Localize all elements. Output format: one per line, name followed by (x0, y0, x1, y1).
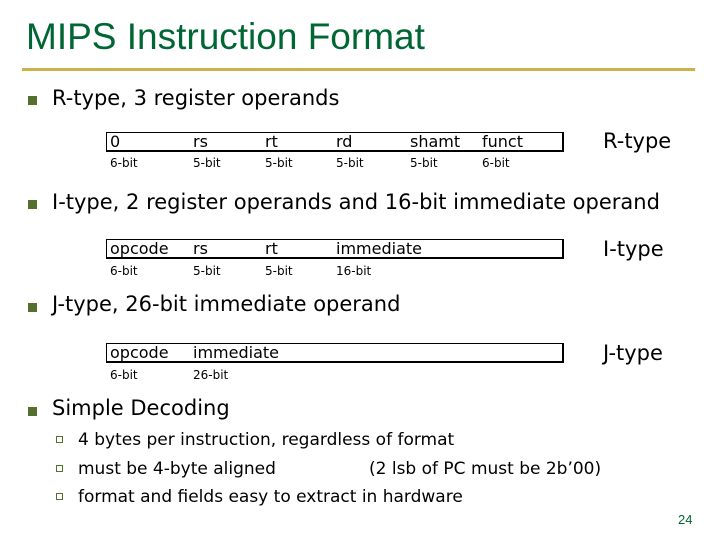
title-rule (22, 68, 695, 71)
bullet-text: Simple Decoding (52, 396, 230, 420)
field-name: shamt (410, 132, 461, 151)
field-bits: 5-bit (336, 156, 364, 170)
field-name: rt (265, 239, 278, 258)
field-name: 0 (110, 132, 121, 151)
field-bits: 16-bit (336, 264, 372, 278)
field-name: rd (336, 132, 353, 151)
bullet-marker (28, 96, 37, 105)
field-name: immediate (336, 239, 422, 258)
sub-bullet-text: must be 4-byte aligned (78, 459, 276, 479)
field-name: rs (193, 132, 208, 151)
field-name: immediate (193, 343, 279, 362)
field-bits: 5-bit (265, 156, 293, 170)
sub-bullet-text: 4 bytes per instruction, regardless of format (78, 430, 455, 450)
page-number: 24 (678, 512, 693, 527)
page-title: MIPS Instruction Format (26, 16, 425, 57)
bullet-marker (28, 407, 37, 416)
sub-bullet-text: format and fields easy to extract in hardware (78, 487, 463, 507)
format-box (106, 239, 564, 259)
format-box (106, 343, 564, 363)
j-type-label: J-type (603, 341, 663, 365)
r-type-label: R-type (603, 129, 672, 153)
field-bits: 5-bit (410, 156, 438, 170)
field-name: rs (193, 239, 208, 258)
field-bits: 6-bit (110, 264, 138, 278)
bullet-text: I-type, 2 register operands and 16-bit immediate operand (52, 190, 660, 214)
bullet-marker (28, 303, 37, 312)
field-name: opcode (110, 239, 169, 258)
field-bits: 5-bit (193, 156, 221, 170)
field-bits: 5-bit (193, 264, 221, 278)
field-bits: 26-bit (193, 368, 229, 382)
sub-bullet-marker (56, 465, 63, 472)
field-bits: 6-bit (482, 156, 510, 170)
field-bits: 5-bit (265, 264, 293, 278)
bullet-text: J-type, 26-bit immediate operand (52, 292, 401, 316)
field-name: opcode (110, 343, 169, 362)
sub-bullet-note: (2 lsb of PC must be 2b’00) (369, 459, 602, 479)
field-bits: 6-bit (110, 156, 138, 170)
bullet-marker (28, 200, 37, 209)
i-type-label: I-type (603, 237, 664, 261)
sub-bullet-marker (56, 493, 63, 500)
field-name: funct (482, 132, 523, 151)
bullet-text: R-type, 3 register operands (52, 86, 340, 110)
field-name: rt (265, 132, 278, 151)
sub-bullet-marker (56, 436, 63, 443)
field-bits: 6-bit (110, 368, 138, 382)
